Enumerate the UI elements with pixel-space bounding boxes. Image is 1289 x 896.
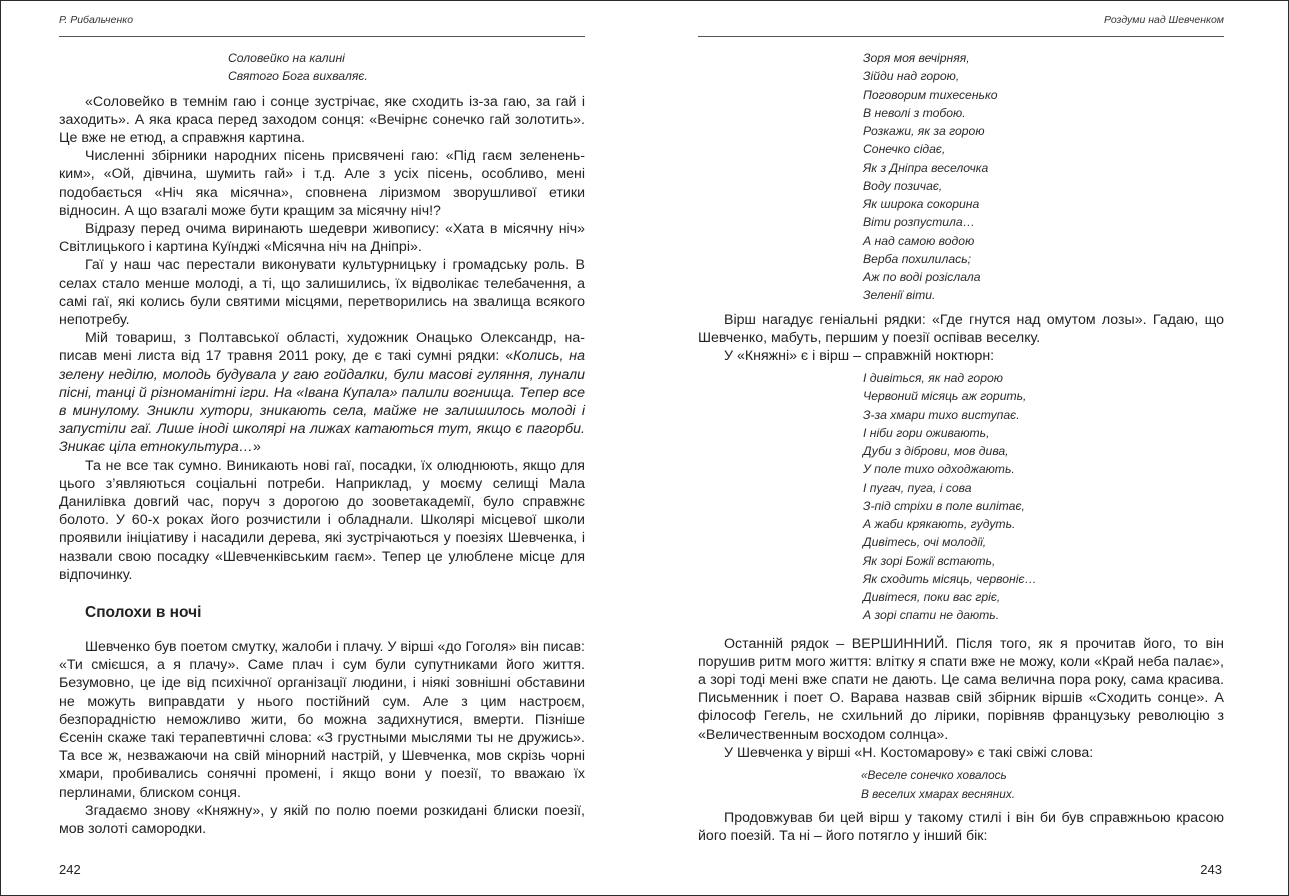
verse-line: З-за хмари тихо виступає. <box>863 407 1020 422</box>
verse-line: І ніби гори оживають, <box>863 425 990 440</box>
verse-line: Дуби з діброви, мов дива, <box>863 444 1009 459</box>
verse-line: І пугач, пуга, і сова <box>863 480 972 495</box>
verse-line: Зеленії віти. <box>863 288 936 303</box>
paragraph-letter <box>59 329 585 456</box>
verse-line: Сонечко сідає, <box>863 142 946 157</box>
paragraph: У Шевченка у вірші «Н. Костомарову» є такі свіжі слова: <box>724 744 1094 761</box>
right-page-content <box>698 46 1224 845</box>
verse-line: У поле тихо одходжають. <box>863 462 1015 477</box>
paragraph: Останній рядок – ВЕРШИННИЙ. Після того, як я прочитав його, то він порушив ритм мого життя: влітку я спати вже не можу, коли «Край неба палає», а зорі тоді мені вже спати не дають. Це сама велична пора року, сама красива. Письменник і поет О. Варава назвав свій збірник віршів «Сходить сонце». А філософ Гегель, не схильний до лірики, порівняв французьку революцію з «Величественным восходом солнца». <box>698 635 1224 743</box>
paragraph: Вірш нагадує геніальні рядки: «Где гнутся над омутом лозы». Гадаю, що Шевченко, мабуть, першим у поезії оспівав веселку. <box>698 311 1224 346</box>
left-page-content <box>59 46 585 838</box>
verse-line: А над самою водою <box>863 233 975 248</box>
paragraph: Відразу перед очима виринають шедеври живопису: «Хата в місячну ніч» Світлицького і картина Куїнджі «Місячна ніч на Дніпрі». <box>59 220 585 256</box>
paragraph: «Соловейко в темнім гаю і сонце зустрічає, яке сходить із-за гаю, за гай і заходить». А яка краса перед заходом сонця: «Вечірнє сонечко гай золотить». Це вже не етюд, а справжня картина. <box>59 93 585 146</box>
verse-line: Поговорим тихесенько <box>863 87 998 102</box>
verse-line: Аж по воді розіслала <box>863 270 981 284</box>
verse-line: «Веселе сонечко ховалось <box>861 768 1007 783</box>
verse-line: Віти розпустила… <box>863 215 975 230</box>
verse-line: В неволі з тобою. <box>863 105 966 120</box>
verse-block <box>861 766 1224 804</box>
paragraph: Численні збірники народних пісень присвячені гаю: «Під гаєм зелененьким», «Ой, дівчина, шумить гай» і т.д. Але з усіх пісень, особливо, мені подобається «Ніч яка місячна», сповнена ліризмом зворушливої етики відносин. А що взагалі може бути кращим за місячну ніч!? <box>59 148 585 219</box>
running-head-author: Р. Рибальченко <box>59 14 134 26</box>
verse-line: Червоний місяць аж горить, <box>863 389 1027 404</box>
verse-block <box>863 369 1224 625</box>
verse-line: З-під стріхи в поле вилітає, <box>863 498 1025 513</box>
left-page <box>59 0 585 896</box>
verse-line: А жаби крякають, гудуть. <box>863 517 1016 532</box>
verse-line: В веселих хмарах весняних. <box>861 787 1016 802</box>
verse-line: Верба похилилась; <box>863 251 971 266</box>
verse-line: А зорі спати не дають. <box>863 608 1000 623</box>
running-head-title: Роздуми над Шевченком <box>1103 14 1224 26</box>
verse-line: Як зорі Божії встають, <box>863 553 996 568</box>
page-number: 242 <box>59 862 81 877</box>
page-number: 243 <box>1200 862 1222 877</box>
verse-line: Розкажи, як за горою <box>863 124 985 138</box>
paragraph: У «Княжні» є і вірш – справжній ноктюрн: <box>724 347 995 364</box>
header-rule <box>59 36 585 37</box>
paragraph: Та не все так сумно. Виникають нові гаї, посадки, їх олюднюють, якщо для цього з’являються соціальні потреби. Наприклад, у моєму селищі Мала Данилівка довгий час, поруч з дорогою до зооветакадемії, було справжнє болото. У 60-х роках його розчистили і обладнали. Школярі місцевої школи проявили ініціативу і насадили дерева, які зустрічаються у поезіях Шевченка, і назвали свою посадку «Шевченківським гаєм». Тепер це улюблене місце для відпочинку. <box>59 457 585 583</box>
paragraph: Гаї у наш час перестали виконувати культурницьку і громадську роль. В селах стало менше молоді, а ті, що залишились, їх відволікає телебачення, а самі гаї, які колись були святими місцями, перетворились на звалища всякого непотребу. <box>59 257 585 328</box>
letter-quote: Колись, на зелену неділю, молодь будувала у гаю гойдалки, були масові гуляння, лунали пісні, танці й різноманітні ігри. На «Івана Купала» палили вогнища. Тепер все в минулому. Зникли хутори, зникають села, майже не залишилось молоді і запустіли гаї. Лише іноді школярі на лижах катаються тут, якщо є пагорби. Зникає ціла етнокультура… <box>59 348 586 456</box>
verse-line: Святого Бога вихваляє. <box>228 69 368 84</box>
verse-line: Як широка сокорина <box>863 197 980 211</box>
letter-intro: Мій товариш, з Полтавської області, художник Онацько Олександр, написав мені листа від 17 травня 2011 року, де є такі сумні рядки: « <box>59 330 585 365</box>
verse-line: Як сходить місяць, червоніє… <box>863 571 1037 586</box>
section-heading: Сполохи в ночі <box>85 603 202 621</box>
verse-line: Зійди над горою, <box>863 69 960 84</box>
verse-line: Зоря моя вечірняя, <box>863 51 970 65</box>
verse-line: Як з Дніпра веселочка <box>863 160 989 175</box>
verse-line: І дивіться, як над горою <box>863 371 1003 386</box>
right-page <box>698 0 1224 896</box>
header-rule <box>698 36 1224 37</box>
verse-block <box>228 49 585 86</box>
verse-line: Дивітесь, очі молодії, <box>863 535 987 550</box>
verse-line: Воду позичає, <box>863 178 943 193</box>
paragraph: Згадаємо знову «Княжну», у якій по полю поеми розкидані блиски поезії, мов золоті самородки. <box>59 802 585 838</box>
paragraph: Продовжував би цей вірш у такому стилі і він би був справжньою красою його поезій. Та ні – його потягло у інший бік: <box>698 810 1224 845</box>
paragraph: Шевченко був поетом смутку, жалоби і плачу. У вірші «до Гоголя» він писав: «Ти смієшся, а я плачу». Саме плач і сум були супутниками його життя. Безумовно, це іде від психічної організації людини, і ніякі зовнішні обставини не можуть виправдати у нього постійний сум. Але з цим настроєм, безпорадністю неможливо жити, бо можна задихнутися, вмерти. Пізніше Єсенін скаже такі терапевтичні слова: «З грустными мыслями ты не дружись». Та все ж, незважаючи на свій мінорний настрій, у Шевченка, мов скрізь чорні хмари, пробивались сонячні промені, і якщо вони у поезії, то вважаю їх перлинами, блиском сонця. <box>59 638 585 801</box>
verse-block <box>863 49 1224 305</box>
letter-outro: » <box>252 439 261 456</box>
verse-line: Соловейко на калині <box>228 51 345 65</box>
verse-line: Дивітеся, поки вас гріє, <box>863 590 1001 605</box>
